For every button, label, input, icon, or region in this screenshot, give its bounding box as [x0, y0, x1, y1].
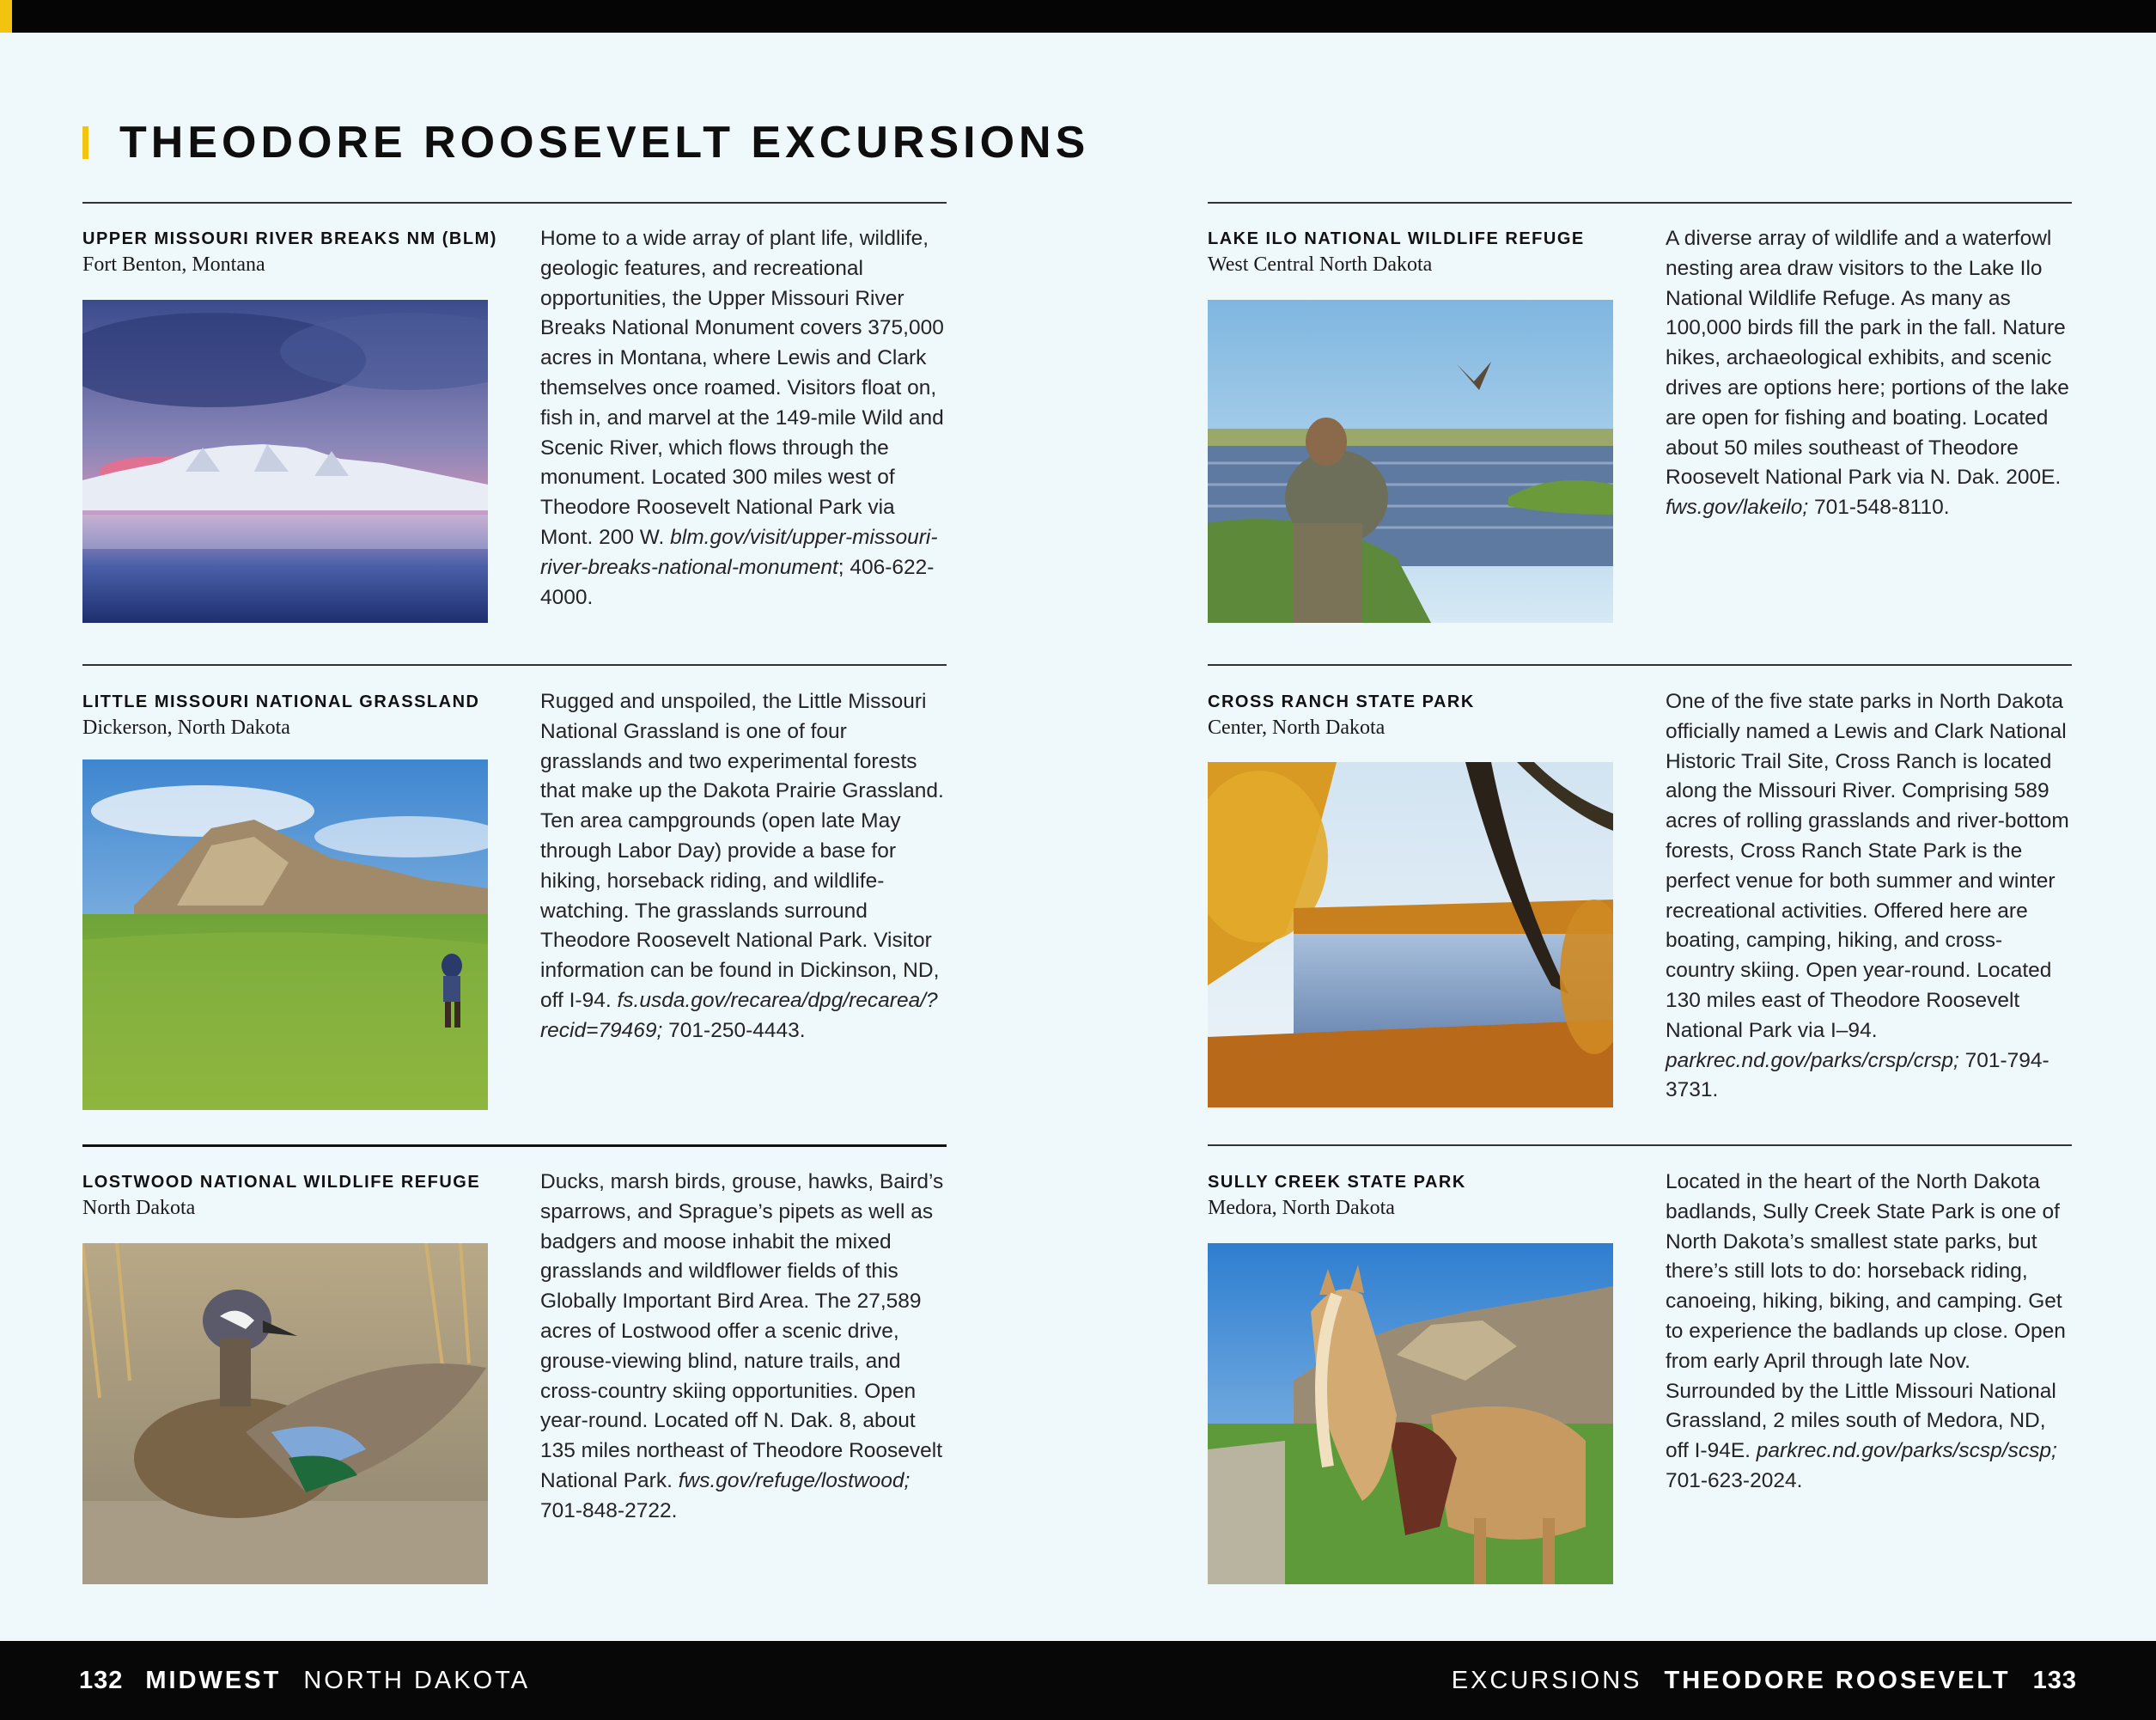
footer-section-left: MIDWEST [145, 1666, 282, 1694]
entry-location: Dickerson, North Dakota [82, 717, 290, 739]
saddled-horse-photo [1208, 1243, 1613, 1584]
entry-description: One of the five state parks in North Dakota officially named a Lewis and Clark National Historic Trail Site, Cross Ranch is located along the Missouri River. Comprising 589 acres of rolling grasslands and river-bottom forests, Cross Ranch State Park is the perfect venue for both summer and winter recreational activities. Offered here are boating, camping, hiking, and cross-country skiing. Open year-round. Located 130 miles east of Theodore Roosevelt National Park via I–94. parkrec.nd.gov/parks/crsp/crsp; 701-794-3731. [1666, 690, 2069, 1102]
entry-location: North Dakota [82, 1197, 196, 1219]
title-accent-bar [82, 126, 88, 159]
grassland-hiker-photo [82, 759, 488, 1110]
entry-phone: ; 406-622-4000. [540, 555, 935, 609]
footer-left [79, 1641, 530, 1720]
page-title-block [82, 117, 1089, 168]
entry-description: Ducks, marsh birds, grouse, hawks, Baird’s sparrows, and Sprague’s pipets as well as badgers and moose inhabit the mixed grasslands and wildflower fields of this Globally Important Bird Area. The 27,589 acres of Lostwood offer a scenic drive, grouse-viewing blind, nature trails, and cross-country skiing opportunities. Open year-round. Located off N. Dak. 8, about 135 miles northeast of Theodore Roosevelt National Park. fws.gov/refuge/lostwood; 701-848-2722. [540, 1170, 944, 1522]
page-number-right: 133 [2032, 1666, 2077, 1694]
page-title: THEODORE ROOSEVELT EXCURSIONS [119, 118, 1090, 168]
white-cliffs-river-photo [82, 300, 488, 623]
entry-upper-missouri [82, 204, 947, 685]
entry-name: CROSS RANCH STATE PARK [1208, 692, 1475, 711]
entry-phone: 701-794-3731. [1666, 1048, 2049, 1102]
lake-bird-wader-photo [1208, 300, 1613, 623]
entry-phone: 701-848-2722. [540, 1498, 678, 1522]
entry-location: Medora, North Dakota [1208, 1197, 1395, 1219]
page-number-left: 132 [79, 1666, 124, 1694]
footer-right [1452, 1641, 2077, 1720]
entry-lostwood [82, 1147, 947, 1628]
entry-location: West Central North Dakota [1208, 253, 1433, 276]
entry-name: UPPER MISSOURI RIVER BREAKS NM (BLM) [82, 229, 497, 248]
entry-location: Fort Benton, Montana [82, 253, 265, 276]
entry-website: fs.usda.gov/recarea/dpg/recarea/?recid=79469; [540, 988, 938, 1042]
entry-website: blm.gov/visit/upper-missouri-river-breaks-national-monument [540, 525, 938, 579]
entry-website: parkrec.nd.gov/parks/crsp/crsp; [1666, 1048, 1959, 1072]
footer-label-right: EXCURSIONS [1451, 1666, 1642, 1694]
footer-subsection-left: NORTH DAKOTA [303, 1666, 531, 1694]
entry-sully-creek [1208, 1147, 2072, 1628]
entry-website: fws.gov/refuge/lostwood; [678, 1468, 911, 1492]
entry-name: SULLY CREEK STATE PARK [1208, 1173, 1466, 1192]
entry-location: Center, North Dakota [1208, 717, 1386, 739]
entry-description: Rugged and unspoiled, the Little Missouri National Grassland is one of four grasslands and two experimental forests that make up the Dakota Prairie Grassland. Ten area campgrounds (open late May through Labor Day) provide a base for hiking, horseback riding, and wildlife-watching. The grasslands surround Theodore Roosevelt National Park. Visitor information can be found in Dickinson, ND, off I-94. fs.usda.gov/recarea/dpg/recarea/?recid=79469; 701-250-4443. [540, 690, 944, 1042]
entry-lake-ilo [1208, 204, 2072, 685]
entry-website: fws.gov/lakeilo; [1666, 496, 1809, 520]
entry-description: Located in the heart of the North Dakota badlands, Sully Creek State Park is one of North Dakota’s smallest state parks, but there’s still lots to do: horseback riding, canoeing, hiking, biking, and camping. Get to experience the badlands up close. Open from early April through late Nov. Surrounded by the Little Missouri National Grassland, 2 miles south of Medora, ND, off I-94E. parkrec.nd.gov/parks/scsp/scsp; 701-623-2024. [1666, 1170, 2066, 1492]
page-footer [0, 1641, 2156, 1720]
entry-phone: 701-548-8110. [1813, 496, 1950, 520]
entry-name: LOSTWOOD NATIONAL WILDLIFE REFUGE [82, 1173, 481, 1192]
teal-duck-photo [82, 1243, 488, 1584]
entry-website: parkrec.nd.gov/parks/scsp/scsp; [1756, 1439, 2057, 1463]
top-band [0, 0, 2156, 33]
entry-description: A diverse array of wildlife and a waterfowl nesting area draw visitors to the Lake Ilo National Wildlife Refuge. As many as 100,000 birds fill the park in the fall. Nature hikes, archaeological exhibits, and scenic drives are options here; portions of the lake are open for fishing and boating. Located about 50 miles southeast of Theodore Roosevelt National Park via N. Dak. 200E. fws.gov/lakeilo; 701-548-8110. [1666, 227, 2069, 520]
autumn-river-photo [1208, 762, 1613, 1107]
entry-description: Home to a wide array of plant life, wildlife, geologic features, and recreational opportunities, the Upper Missouri River Breaks National Monument covers 375,000 acres in Montana, where Lewis and Clark themselves once roamed. Visitors float on, fish in, and marvel at the 149-mile Wild and Scenic River, which flows through the monument. Located 300 miles west of Theodore Roosevelt National Park via Mont. 200 W. blm.gov/visit/upper-missouri-river-breaks-national-monument; 406-622-4000. [540, 227, 944, 609]
entry-name: LAKE ILO NATIONAL WILDLIFE REFUGE [1208, 229, 1585, 248]
entry-name: LITTLE MISSOURI NATIONAL GRASSLAND [82, 692, 480, 711]
top-accent [0, 0, 12, 33]
entry-cross-ranch [1208, 667, 2072, 1148]
entry-phone: 701-623-2024. [1666, 1468, 1803, 1492]
entry-phone: 701-250-4443. [668, 1018, 806, 1042]
footer-section-right: THEODORE ROOSEVELT [1664, 1666, 2011, 1694]
entry-little-missouri [82, 667, 947, 1148]
